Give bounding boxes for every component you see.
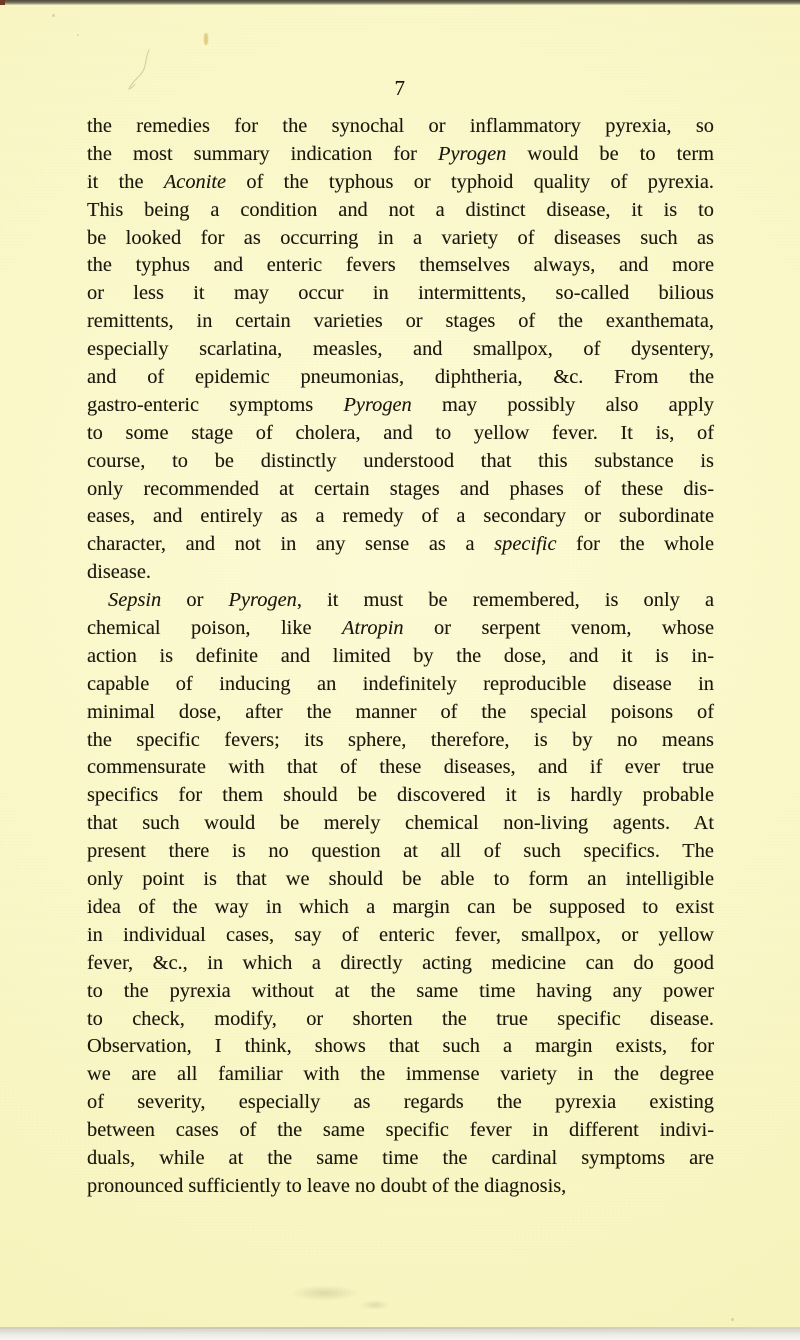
scan-bottom-edge-artifact (0, 1327, 800, 1340)
text-run: gastro-enteric symptoms (87, 393, 344, 416)
text-run: the specific fevers; its sphere, therefore, is by no means (87, 728, 714, 751)
text-run: of severity, especially as regards the pyrexia existing (87, 1091, 714, 1114)
text-line (87, 1061, 714, 1089)
paragraph (87, 113, 714, 587)
text-run: eases, and entirely as a remedy of a secondary or subordinate (87, 505, 714, 528)
text-run: only recommended at certain stages and phases of these dis- (87, 477, 714, 500)
text-run: the most summary indication for (87, 142, 439, 165)
text-line (87, 420, 714, 448)
text-line (87, 671, 714, 699)
text-line (87, 1145, 714, 1173)
text-run: pronounced sufficiently to leave no doubt of the diagnosis, (87, 1174, 567, 1197)
text-line (87, 615, 714, 643)
text-run: and of epidemic pneumonias, diphtheria, &c. From the (87, 366, 714, 389)
text-run: the typhus and enteric fevers themselves always, and more (87, 254, 714, 277)
text-run: , it must be remembered, is only a (296, 589, 714, 612)
text-run: specifics for them should be discovered it is hardly probable (87, 784, 714, 807)
text-run: duals, while at the same time the cardinal symptoms are (87, 1146, 714, 1169)
text-run: minimal dose, after the manner of the special poisons of (87, 700, 714, 723)
paragraph (87, 587, 714, 1201)
text-line (87, 169, 714, 197)
text-line (87, 894, 714, 922)
text-line (87, 699, 714, 727)
text-run: idea of the way in which a margin can be supposed to exist (87, 895, 714, 918)
text-line (87, 197, 714, 225)
italic-term: Aconite (163, 170, 227, 193)
text-run: chemical poison, like (87, 617, 343, 640)
text-line (87, 225, 714, 253)
text-run: to some stage of cholera, and to yellow fever. It is, of (87, 421, 714, 444)
text-run: disease. (87, 561, 151, 584)
text-line (87, 531, 714, 559)
text-line (87, 141, 714, 169)
page-number-folio: 7 (394, 76, 406, 100)
text-run: in individual cases, say of enteric fever, smallpox, or yellow (87, 923, 714, 946)
text-run: only point is that we should be able to form an intelligible (87, 868, 714, 891)
text-run: for the whole (556, 533, 715, 556)
text-run: remittents, in certain varieties or stages of the exanthemata, (87, 310, 714, 333)
text-line (87, 448, 714, 476)
text-run: action is definite and limited by the dose, and it is in- (87, 644, 714, 667)
italic-term: Pyrogen (438, 142, 507, 165)
text-run: or (161, 589, 229, 612)
text-run: to check, modify, or shorten the true specific disease. (87, 1007, 714, 1030)
text-run: commensurate with that of these diseases, and if ever true (87, 756, 714, 779)
text-run: may possibly also apply (411, 393, 714, 416)
text-line (87, 754, 714, 782)
text-run: it the (87, 170, 164, 193)
italic-term: Atropin (342, 617, 404, 640)
text-run: the remedies for the synochal or inflammatory pyrexia, so (87, 115, 714, 137)
text-line (87, 392, 714, 420)
text-line (87, 727, 714, 755)
text-run: between cases of the same specific fever in different indivi- (87, 1119, 714, 1142)
text-line (87, 336, 714, 364)
text-line (87, 113, 714, 141)
text-line (87, 587, 714, 615)
text-line (87, 364, 714, 392)
text-run: we are all familiar with the immense variety in the degree (87, 1063, 714, 1086)
text-run: character, and not in any sense as a (87, 533, 495, 556)
text-run: of the typhous or typhoid quality of pyrexia. (226, 170, 714, 193)
text-line (87, 866, 714, 894)
text-run: especially scarlatina, measles, and smallpox, of dysentery, (87, 338, 714, 361)
text-run: fever, &c., in which a directly acting medicine can do good (87, 951, 714, 974)
text-run: or less it may occur in intermittents, so-called bilious (87, 282, 714, 305)
text-run: Observation, I think, shows that such a margin exists, for (87, 1035, 714, 1058)
text-run: or serpent venom, whose (403, 617, 714, 640)
text-line (87, 643, 714, 671)
text-line (87, 922, 714, 950)
text-run: present there is no question at all of such specifics. The (87, 840, 714, 863)
text-line (87, 810, 714, 838)
text-run: course, to be distinctly understood that this substance is (87, 449, 714, 472)
text-line (87, 476, 714, 504)
text-run: that such would be merely chemical non-living agents. At (87, 812, 714, 835)
text-line (87, 1117, 714, 1145)
text-run: to the pyrexia without at the same time having any power (87, 979, 714, 1002)
italic-term: Pyrogen (343, 393, 412, 416)
text-line (87, 978, 714, 1006)
text-line (87, 782, 714, 810)
text-run: be looked for as occurring in a variety of diseases such as (87, 226, 714, 249)
text-line (87, 838, 714, 866)
body-text-block (87, 113, 714, 1201)
italic-term: Pyrogen (228, 589, 297, 612)
text-line (87, 252, 714, 280)
text-line (87, 1089, 714, 1117)
text-line (87, 280, 714, 308)
text-run: would be to term (506, 142, 715, 165)
text-line (87, 1033, 714, 1061)
text-line (87, 308, 714, 336)
text-run: This being a condition and not a distinct disease, it is to (87, 198, 714, 221)
text-line (87, 950, 714, 978)
italic-term: Sepsin (108, 589, 162, 612)
text-line (87, 503, 714, 531)
text-run: capable of inducing an indefinitely reproducible disease in (87, 672, 714, 695)
text-line (87, 1006, 714, 1034)
italic-term: specific (494, 533, 557, 556)
